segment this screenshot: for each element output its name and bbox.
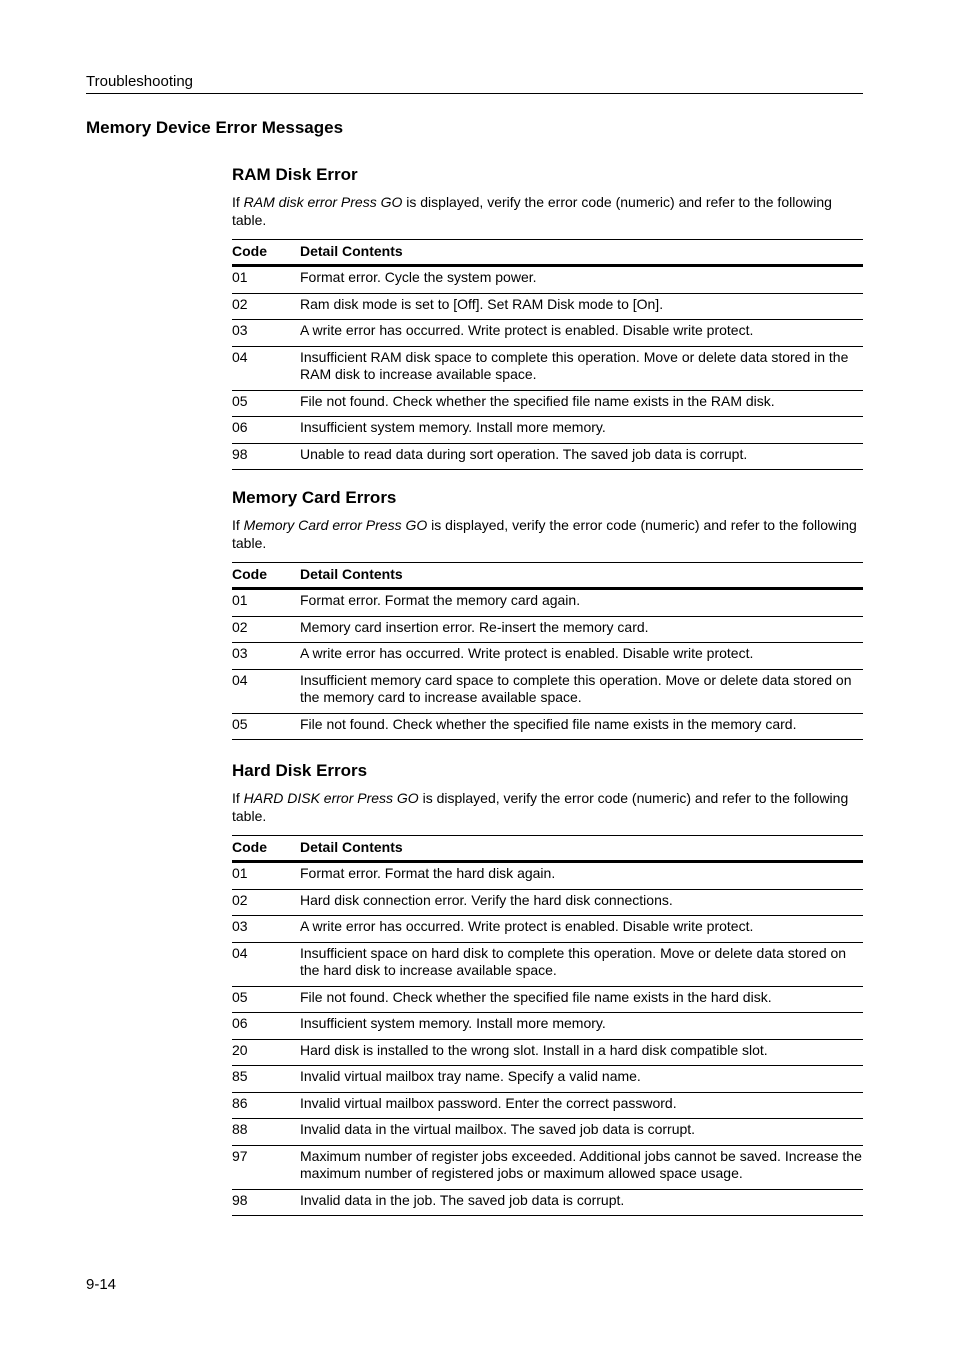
detail-contents-cell: Format error. Format the memory card again. [300, 589, 863, 617]
error-code-cell: 85 [232, 1066, 300, 1093]
intro-message: Memory Card error Press GO [243, 517, 428, 533]
detail-contents-cell: Maximum number of register jobs exceeded. Additional jobs cannot be saved. Increase the maximum number of registered jobs or maximum allowed space usage. [300, 1145, 863, 1189]
table-row [232, 320, 863, 347]
detail-contents-cell: Insufficient space on hard disk to complete this operation. Move or delete data stored on the hard disk to increase available space. [300, 942, 863, 986]
detail-contents-cell: A write error has occurred. Write protect is enabled. Disable write protect. [300, 916, 863, 943]
table-row [232, 293, 863, 320]
intro-message: HARD DISK error Press GO [243, 790, 419, 806]
error-code-cell: 05 [232, 986, 300, 1013]
error-table [232, 835, 863, 1216]
table-row [232, 643, 863, 670]
error-code-cell: 97 [232, 1145, 300, 1189]
table-row [232, 942, 863, 986]
section-intro [232, 790, 863, 825]
detail-contents-cell: Insufficient memory card space to complete this operation. Move or delete data stored on the memory card to increase available space. [300, 669, 863, 713]
error-code-cell: 06 [232, 1013, 300, 1040]
table-row [232, 916, 863, 943]
intro-suffix: is displayed, verify the error code (numeric) and refer to the following table. [232, 517, 857, 551]
detail-contents-cell: Invalid data in the job. The saved job data is corrupt. [300, 1189, 863, 1216]
page-title: Memory Device Error Messages [86, 118, 344, 137]
table-header-row [232, 563, 863, 589]
section-memory-card-errors [232, 488, 863, 740]
table-row [232, 986, 863, 1013]
detail-contents-cell: Insufficient RAM disk space to complete this operation. Move or delete data stored in the RAM disk to increase available space. [300, 346, 863, 390]
table-row [232, 266, 863, 294]
table-row [232, 713, 863, 740]
intro-suffix: is displayed, verify the error code (numeric) and refer to the following table. [232, 790, 849, 824]
error-code-cell: 02 [232, 293, 300, 320]
error-code-cell: 88 [232, 1119, 300, 1146]
column-header-code: Code [232, 836, 300, 862]
table-row [232, 669, 863, 713]
error-code-cell: 06 [232, 417, 300, 444]
section-intro [232, 194, 863, 229]
error-code-cell: 04 [232, 669, 300, 713]
detail-contents-cell: A write error has occurred. Write protect is enabled. Disable write protect. [300, 643, 863, 670]
error-code-cell: 02 [232, 616, 300, 643]
detail-contents-cell: Invalid virtual mailbox tray name. Specify a valid name. [300, 1066, 863, 1093]
detail-contents-cell: Invalid virtual mailbox password. Enter the correct password. [300, 1092, 863, 1119]
intro-prefix: If [232, 790, 244, 806]
intro-prefix: If [232, 517, 244, 533]
table-row [232, 1092, 863, 1119]
error-code-cell: 03 [232, 320, 300, 347]
running-header: Troubleshooting [86, 73, 863, 94]
error-code-cell: 02 [232, 889, 300, 916]
detail-contents-cell: Invalid data in the virtual mailbox. The saved job data is corrupt. [300, 1119, 863, 1146]
table-row [232, 1189, 863, 1216]
error-code-cell: 01 [232, 589, 300, 617]
table-row [232, 1066, 863, 1093]
error-code-cell: 01 [232, 862, 300, 890]
section-title: Hard Disk Errors [232, 761, 368, 780]
table-row [232, 390, 863, 417]
error-code-cell: 98 [232, 1189, 300, 1216]
section-intro [232, 517, 863, 552]
detail-contents-cell: Format error. Cycle the system power. [300, 266, 863, 294]
detail-contents-cell: Hard disk connection error. Verify the hard disk connections. [300, 889, 863, 916]
table-body [232, 266, 863, 470]
table-body [232, 589, 863, 740]
table-header-row [232, 240, 863, 266]
error-code-cell: 04 [232, 942, 300, 986]
error-code-cell: 86 [232, 1092, 300, 1119]
table-row [232, 889, 863, 916]
table-row [232, 346, 863, 390]
column-header-detail: Detail Contents [300, 836, 863, 862]
detail-contents-cell: Unable to read data during sort operation. The saved job data is corrupt. [300, 443, 863, 470]
table-row [232, 443, 863, 470]
detail-contents-cell: Memory card insertion error. Re-insert the memory card. [300, 616, 863, 643]
detail-contents-cell: Insufficient system memory. Install more memory. [300, 417, 863, 444]
error-code-cell: 05 [232, 390, 300, 417]
detail-contents-cell: Insufficient system memory. Install more memory. [300, 1013, 863, 1040]
detail-contents-cell: File not found. Check whether the specified file name exists in the RAM disk. [300, 390, 863, 417]
error-code-cell: 03 [232, 643, 300, 670]
error-table [232, 239, 863, 470]
column-header-code: Code [232, 563, 300, 589]
error-code-cell: 05 [232, 713, 300, 740]
section-ram-disk-error [232, 165, 863, 470]
table-row [232, 1013, 863, 1040]
page-number: 9-14 [86, 1276, 117, 1293]
column-header-code: Code [232, 240, 300, 266]
section-hard-disk-errors [232, 761, 863, 1216]
error-code-cell: 04 [232, 346, 300, 390]
section-title: Memory Card Errors [232, 488, 397, 507]
table-row [232, 1145, 863, 1189]
table-row [232, 589, 863, 617]
detail-contents-cell: A write error has occurred. Write protect is enabled. Disable write protect. [300, 320, 863, 347]
column-header-detail: Detail Contents [300, 563, 863, 589]
intro-message: RAM disk error Press GO [243, 194, 403, 210]
error-code-cell: 98 [232, 443, 300, 470]
detail-contents-cell: Ram disk mode is set to [Off]. Set RAM Disk mode to [On]. [300, 293, 863, 320]
column-header-detail: Detail Contents [300, 240, 863, 266]
error-code-cell: 01 [232, 266, 300, 294]
table-row [232, 862, 863, 890]
intro-suffix: is displayed, verify the error code (numeric) and refer to the following table. [232, 194, 832, 228]
detail-contents-cell: Format error. Format the hard disk again. [300, 862, 863, 890]
detail-contents-cell: Hard disk is installed to the wrong slot. Install in a hard disk compatible slot. [300, 1039, 863, 1066]
detail-contents-cell: File not found. Check whether the specified file name exists in the memory card. [300, 713, 863, 740]
table-body [232, 862, 863, 1216]
error-code-cell: 03 [232, 916, 300, 943]
error-table [232, 562, 863, 740]
table-header-row [232, 836, 863, 862]
detail-contents-cell: File not found. Check whether the specified file name exists in the hard disk. [300, 986, 863, 1013]
table-row [232, 616, 863, 643]
section-title: RAM Disk Error [232, 165, 358, 184]
table-row [232, 1119, 863, 1146]
table-row [232, 417, 863, 444]
table-row [232, 1039, 863, 1066]
intro-prefix: If [232, 194, 244, 210]
error-code-cell: 20 [232, 1039, 300, 1066]
